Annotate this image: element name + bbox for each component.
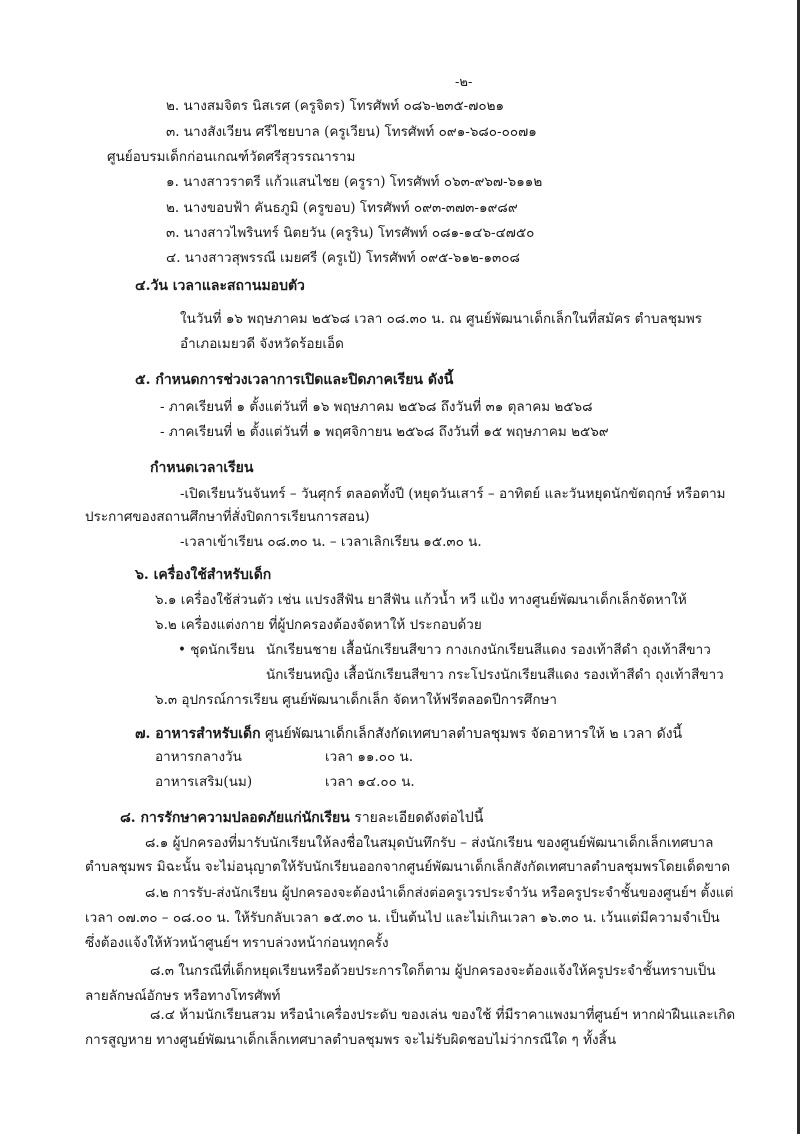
section-8-paragraph: ลายลักษณ์อักษร หรือทางโทรศัพท์ — [85, 988, 281, 1004]
meal-time: เวลา ๑๑.๐๐ น. — [325, 749, 414, 765]
section-8-paragraph: ๘.๑ ผู้ปกครองที่มารับนักเรียนให้ลงชื่อในสมุดบันทึกรับ – ส่งนักเรียน ของศูนย์พัฒนาเด็กเล็กเทศบาล — [145, 835, 714, 851]
meal-name: อาหารกลางวัน — [155, 749, 242, 765]
term-line: - ภาคเรียนที่ ๑ ตั้งแต่วันที่ ๑๖ พฤษภาคม ๒๕๖๘ ถึงวันที่ ๓๑ ตุลาคม ๒๕๖๘ — [160, 399, 593, 415]
page-number: -๒- — [455, 75, 473, 90]
term-line: - ภาคเรียนที่ ๒ ตั้งแต่วันที่ ๑ พฤศจิกายน ๒๕๖๘ ถึงวันที่ ๑๕ พฤษภาคม ๒๕๖๙ — [160, 424, 609, 440]
section-7-heading-bold: ๗. อาหารสำหรับเด็ก — [135, 726, 261, 742]
section-8-paragraph: ตำบลชุมพร มิฉะนั้น จะไม่อนุญาตให้รับนักเรียนออกจากศูนย์พัฒนาเด็กเล็กสังกัดเทศบาลตำบลชุมพรโดยเด็ดขาด — [85, 859, 731, 875]
section-4-line: ในวันที่ ๑๖ พฤษภาคม ๒๕๖๘ เวลา ๐๘.๓๐ น. ณ ศูนย์พัฒนาเด็กเล็กในที่สมัคร ตำบลชุมพร — [180, 311, 703, 327]
section-6-heading: ๖. เครื่องใช้สำหรับเด็ก — [135, 567, 272, 583]
meal-time: เวลา ๑๔.๐๐ น. — [325, 774, 415, 790]
section-6-item: ๖.๓ อุปกรณ์การเรียน ศูนย์พัฒนาเด็กเล็ก จัดหาให้ฟรีตลอดปีการศึกษา — [155, 692, 557, 708]
center-contact-line: ๔. นางสาวสุพรรณี เมยศรี (ครูเป้) โทรศัพท์ ๐๙๕-๖๑๒-๑๓๐๘ — [166, 250, 520, 266]
center-name: ศูนย์อบรมเด็กก่อนเกณฑ์วัดศรีสุวรรณาราม — [107, 149, 356, 165]
section-6-item: ๖.๒ เครื่องแต่งกาย ที่ผู้ปกครองต้องจัดหาให้ ประกอบด้วย — [155, 617, 482, 633]
section-7-heading — [135, 724, 682, 744]
section-4-heading: ๔.วัน เวลาและสถานมอบตัว — [135, 278, 305, 294]
section-8-heading-bold: ๘. การรักษาความปลอดภัยแก่นักเรียน — [120, 810, 350, 826]
section-8-paragraph: ๘.๒ การรับ-ส่งนักเรียน ผู้ปกครองจะต้องนำเด็กส่งต่อครูเวรประจำวัน หรือครูประจำชั้นของศูนย์ฯ ตั้งแต่ — [145, 885, 734, 901]
section-7-heading-rest: ศูนย์พัฒนาเด็กเล็กสังกัดเทศบาลตำบลชุมพร จัดอาหารให้ ๒ เวลา ดังนี้ — [260, 726, 683, 742]
section-8-paragraph: เวลา ๐๗.๓๐ – ๐๘.๐๐ น. ให้รับกลับเวลา ๑๕.๓๐ น. เป็นต้นไป และไม่เกินเวลา ๑๖.๓๐ น. เว้นแต่มีความจำเป็น — [85, 910, 720, 926]
schedule-time: -เวลาเข้าเรียน ๐๘.๓๐ น. – เวลาเลิกเรียน ๑๕.๓๐ น. — [180, 534, 482, 550]
section-8-paragraph: ๘.๔ ห้ามนักเรียนสวม หรือนำเครื่องประดับ ของเล่น ของใช้ ที่มีราคาแพงมาที่ศูนย์ฯ หากฝ่าฝืนและเกิด — [150, 1007, 736, 1023]
center-contact-line: ๓. นางสาวไพรินทร์ นิตยวัน (ครูริน) โทรศัพท์ ๐๘๑-๑๔๖-๔๗๕๐ — [166, 225, 535, 241]
uniform-boy: นักเรียนชาย เสื้อนักเรียนสีขาว กางเกงนักเรียนสีแดง รองเท้าสีดำ ถุงเท้าสีขาว — [266, 642, 711, 658]
section-8-paragraph: ซึ่งต้องแจ้งให้หัวหน้าศูนย์ฯ ทราบล่วงหน้าก่อนทุกครั้ง — [85, 935, 389, 951]
section-8-paragraph: การสูญหาย ทางศูนย์พัฒนาเด็กเล็กเทศบาลตำบลชุมพร จะไม่รับผิดชอบไม่ว่ากรณีใด ๆ ทั้งสิ้น — [85, 1032, 617, 1048]
section-8-paragraph: ๘.๓ ในกรณีที่เด็กหยุดเรียนหรือด้วยประการใดก็ตาม ผู้ปกครองจะต้องแจ้งให้ครูประจำชั้นทราบเป็น — [150, 963, 716, 979]
contact-line: ๒. นางสมจิตร นิสเรศ (ครูจิตร) โทรศัพท์ ๐๘๖-๒๓๕-๗๐๒๑ — [166, 98, 505, 114]
section-6-item: ๖.๑ เครื่องใช้ส่วนตัว เช่น แปรงสีฟัน ยาสีฟัน แก้วน้ำ หวี แป้ง ทางศูนย์พัฒนาเด็กเล็กจัดหาให้ — [155, 592, 687, 608]
section-4-line: อำเภอเมยวดี จังหวัดร้อยเอ็ด — [180, 336, 344, 352]
uniform-label: • ชุดนักเรียน — [178, 642, 255, 658]
section-5-heading: ๕. กำหนดการช่วงเวลาการเปิดและปิดภาคเรียน ดังนี้ — [135, 372, 454, 388]
center-contact-line: ๒. นางขอบฟ้า คันธภูมิ (ครูขอบ) โทรศัพท์ ๐๙๓-๓๗๓-๑๙๘๙ — [166, 200, 518, 216]
schedule-line: -เปิดเรียนวันจันทร์ – วันศุกร์ ตลอดทั้งปี (หยุดวันเสาร์ – อาทิตย์ และวันหยุดนักขัตฤกษ์ หรือตาม — [180, 486, 726, 502]
meal-name: อาหารเสริม(นม) — [155, 774, 253, 790]
schedule-heading: กำหนดเวลาเรียน — [150, 460, 254, 476]
contact-line: ๓. นางสังเวียน ศรีไชยบาล (ครูเวียน) โทรศัพท์ ๐๙๑-๖๘๐-๐๐๗๑ — [166, 124, 537, 140]
center-contact-line: ๑. นางสาวราตรี แก้วแสนไชย (ครูรา) โทรศัพท์ ๐๖๓-๙๖๗-๖๑๑๒ — [166, 174, 543, 190]
section-8-heading — [120, 808, 483, 828]
section-8-heading-rest: รายละเอียดดังต่อไปนี้ — [349, 810, 484, 826]
schedule-line: ประกาศของสถานศึกษาที่สั่งปิดการเรียนการสอน) — [85, 509, 370, 525]
uniform-girl: นักเรียนหญิง เสื้อนักเรียนสีขาว กระโปรงนักเรียนสีแดง รองเท้าสีดำ ถุงเท้าสีขาว — [266, 667, 724, 683]
